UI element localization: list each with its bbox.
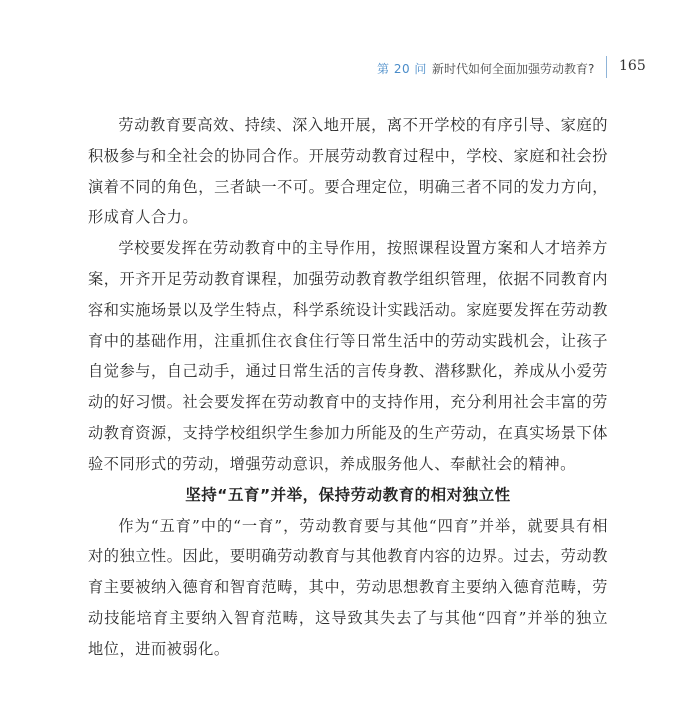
paragraph: 学校要发挥在劳动教育中的主导作用，按照课程设置方案和人才培养方案，开齐开足劳动教育课程，加强劳动教育教学组织管理，依据不同教育内容和实施场景以及学生特点，科学系统设计实践活动。家庭要发挥在劳动教育中的基础作用，注重抓住衣食住行等日常生活中的劳动实践机会，让孩子自觉参与，自己动手，通过日常生活的言传身教、潜移默化，养成从小爱劳动的好习惯。社会要发挥在劳动教育中的支持作用，充分利用社会丰富的劳动教育资源，支持学校组织学生参加力所能及的生产劳动，在真实场景下体验不同形式的劳动，增强劳动意识，养成服务他人、奉献社会的精神。 [88,239,608,473]
paragraph: 作为“五育”中的“一育”，劳动教育要与其他“四育”并举，就要具有相对的独立性。因此，要明确劳动教育与其他教育内容的边界。过去，劳动教育主要被纳入德育和智育范畴，其中，劳动思想教育主要纳入德育范畴，劳动技能培育主要纳入智育范畴，这导致其失去了与其他“四育”并举的独立地位，进而被弱化。 [88,516,608,658]
page-number: 165 [619,58,646,74]
section-heading: 坚持“五育”并举，保持劳动教育的相对独立性 [185,485,511,504]
header-divider [606,56,607,78]
chapter-title: 新时代如何全面加强劳动教育? [432,62,595,76]
running-header [0,58,679,78]
page-body [88,110,608,665]
paragraph: 劳动教育要高效、持续、深入地开展，离不开学校的有序引导、家庭的积极参与和全社会的协同合作。开展劳动教育过程中，学校、家庭和社会扮演着不同的角色，三者缺一不可。要合理定位，明确三者不同的发力方向，形成育人合力。 [88,116,608,227]
chapter-label: 第 20 问 [377,62,427,76]
